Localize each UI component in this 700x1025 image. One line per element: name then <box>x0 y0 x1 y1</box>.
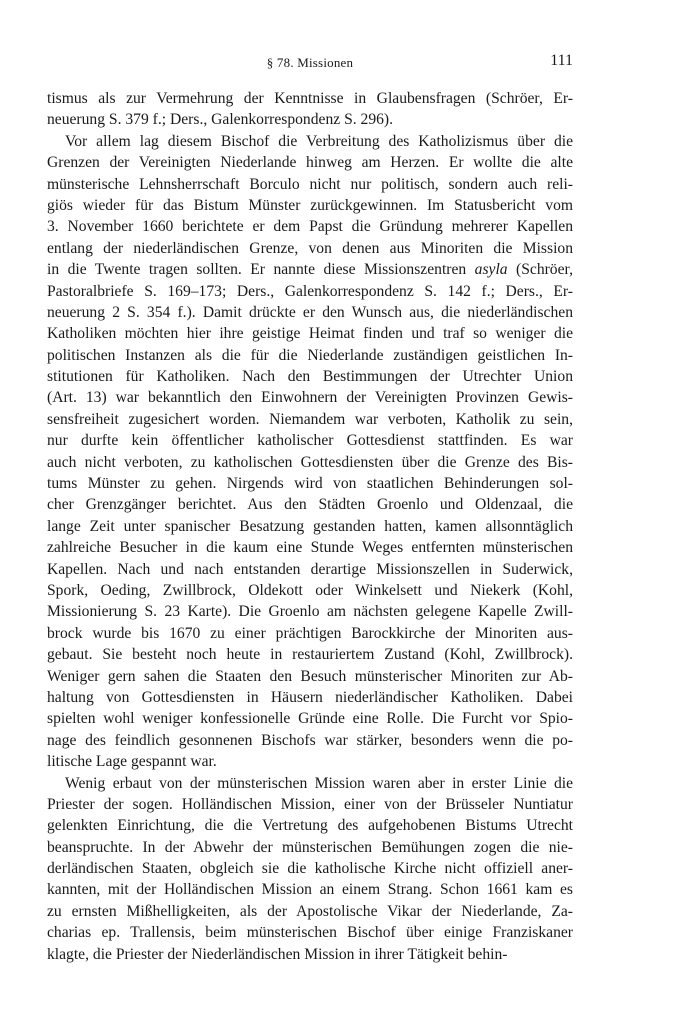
line-text: neuerung 2 S. 354 f.). Damit drückte er den Wunsch aus, die niederländischen <box>47 303 573 321</box>
text-line <box>47 516 573 537</box>
section-title: § 78. Missionen <box>266 55 354 70</box>
text-line <box>47 708 573 729</box>
line-text: haltung von Gottesdiensten in Häusern niederländischer Katholiken. Dabei <box>47 688 573 706</box>
text-line <box>47 88 573 109</box>
text-line <box>47 559 573 580</box>
text-line <box>47 281 573 302</box>
line-text: beanspruchte. In der Abwehr der münsterischen Bemühungen zogen die nie- <box>47 838 573 856</box>
text-line <box>47 131 573 152</box>
line-text: derländischen Staaten, obgleich sie die katholische Kirche nicht offiziell aner- <box>47 860 573 878</box>
text-line <box>47 922 573 943</box>
line-text: neuerung S. 379 f.; Ders., Galenkorrespondenz S. 296). <box>47 111 394 129</box>
paragraph <box>47 131 573 773</box>
line-text: Wenig erbaut von der münsterischen Mission waren aber in erster Linie die <box>65 774 573 792</box>
text-line <box>47 366 573 387</box>
text-line <box>47 452 573 473</box>
text-line <box>47 195 573 216</box>
text-line <box>47 815 573 836</box>
text-line <box>47 580 573 601</box>
text-line <box>47 238 573 259</box>
text-line <box>47 751 573 772</box>
text-line <box>47 687 573 708</box>
line-text: politischen Instanzen als die für die Niederlande zuständigen geistlichen In- <box>47 346 573 364</box>
line-text: litische Lage gespannt war. <box>47 753 217 771</box>
line-text: brock wurde bis 1670 zu einer prächtigen Barockkirche der Minoriten aus- <box>47 624 573 642</box>
italic-term: asyla <box>474 261 508 279</box>
text-line <box>47 473 573 494</box>
line-text: giös wieder für das Bistum Münster zurückgewinnen. Im Statusbericht vom <box>47 196 573 214</box>
line-text: Vor allem lag diesem Bischof die Verbreitung des Katholizismus über die <box>65 132 573 150</box>
text-line <box>47 773 573 794</box>
paragraph <box>47 773 573 966</box>
text-line <box>47 644 573 665</box>
text-line <box>47 109 573 130</box>
line-text: lange Zeit unter spanischer Besatzung gestanden hatten, kamen allsonntäglich <box>47 517 573 535</box>
line-text: entlang der niederländischen Grenze, von denen aus Minoriten die Mission <box>47 239 573 257</box>
text-line <box>47 152 573 173</box>
text-line <box>47 387 573 408</box>
line-text: tismus als zur Vermehrung der Kenntnisse in Glaubensfragen (Schröer, Er- <box>47 90 573 107</box>
line-text: sensfreiheit zugesichert worden. Niemandem war verboten, Katholik zu sein, <box>47 410 573 428</box>
line-text: gebaut. Sie besteht noch heute in restauriertem Zustand (Kohl, Zwillbrock). <box>47 646 573 664</box>
line-text: nage des feindlich gesonnenen Bischofs war stärker, besonders wenn die po- <box>47 731 573 749</box>
paragraph <box>47 88 573 131</box>
text-line <box>47 879 573 900</box>
text-line <box>47 259 573 280</box>
line-text: spielten wohl weniger konfessionelle Gründe eine Rolle. Die Furcht vor Spio- <box>47 710 573 728</box>
running-head <box>47 52 573 72</box>
line-text: Grenzen der Vereinigten Niederlande hinweg am Herzen. Er wollte die alte <box>47 154 573 172</box>
text-line <box>47 323 573 344</box>
text-line <box>47 302 573 323</box>
line-text: Weniger gern sahen die Staaten den Besuch münsterischer Minoriten zur Ab- <box>47 667 573 685</box>
line-text: zahlreiche Besucher in die kaum eine Stunde Weges entfernten münsterischen <box>47 539 573 557</box>
text-line <box>47 216 573 237</box>
line-text: cher Grenzgänger berichtet. Aus den Städten Groenlo und Oldenzaal, die <box>47 496 573 514</box>
line-text: in die Twente tragen sollten. Er nannte diese Missionszentren <box>47 261 467 279</box>
text-line <box>47 858 573 879</box>
line-text: Missionierung S. 23 Karte). Die Groenlo am nächsten gelegene Kapelle Zwill- <box>47 603 573 621</box>
line-text: tums Münster zu gehen. Nirgends wird von staatlichen Behinderungen sol- <box>47 475 573 493</box>
line-text: klagte, die Priester der Niederländischen Mission in ihrer Tätigkeit behin- <box>47 945 508 963</box>
text-line <box>47 409 573 430</box>
text-line <box>47 601 573 622</box>
text-line <box>47 623 573 644</box>
line-text: Kapellen. Nach und nach entstanden derartige Missionszellen in Suderwick, <box>47 560 573 578</box>
text-line <box>47 494 573 515</box>
line-text: nur durfte kein öffentlicher katholischer Gottesdienst stattfinden. Es war <box>47 432 573 450</box>
text-line <box>47 730 573 751</box>
text-line <box>47 537 573 558</box>
line-text: Spork, Oeding, Zwillbrock, Oldekott oder Winkelsett und Niekerk (Kohl, <box>47 581 573 599</box>
text-line <box>47 901 573 922</box>
line-text: münsterische Lehnsherrschaft Borculo nicht nur politisch, sondern auch reli- <box>47 175 573 193</box>
body-text <box>47 88 573 965</box>
text-line <box>47 430 573 451</box>
text-line <box>47 345 573 366</box>
line-text: gelenkten Einrichtung, die die Vertretung des aufgehobenen Bistums Utrecht <box>47 817 573 835</box>
text-line <box>47 174 573 195</box>
line-text: zu ernsten Mißhelligkeiten, als der Apostolische Vikar der Niederlande, Za- <box>47 902 573 920</box>
line-text: auch nicht verboten, zu katholischen Gottesdiensten über die Grenze des Bis- <box>47 453 573 471</box>
line-text: 3. November 1660 berichtete er dem Papst die Gründung mehrerer Kapellen <box>47 218 573 236</box>
text-line <box>47 944 573 965</box>
page-number: 111 <box>550 52 573 69</box>
line-text: kannten, mit der Holländischen Mission an einem Strang. Schon 1661 kam es <box>47 881 573 899</box>
line-text: Katholiken möchten hier ihre geistige Heimat finden und traf so weniger die <box>47 325 573 343</box>
line-text: (Art. 13) war bekanntlich den Einwohnern der Vereinigten Provinzen Gewis- <box>47 389 573 407</box>
text-line <box>47 794 573 815</box>
line-text-after: (Schröer, <box>507 261 573 279</box>
line-text: Priester der sogen. Holländischen Mission, einer von der Brüsseler Nuntiatur <box>47 795 573 813</box>
text-line <box>47 837 573 858</box>
line-text: Pastoralbriefe S. 169–173; Ders., Galenkorrespondenz S. 142 f.; Ders., Er- <box>47 282 573 300</box>
line-text: charias ep. Trallensis, beim münsterischen Bischof über einige Franziskaner <box>47 924 573 942</box>
line-text: stitutionen für Katholiken. Nach den Bestimmungen der Utrechter Union <box>47 368 573 386</box>
text-line <box>47 666 573 687</box>
